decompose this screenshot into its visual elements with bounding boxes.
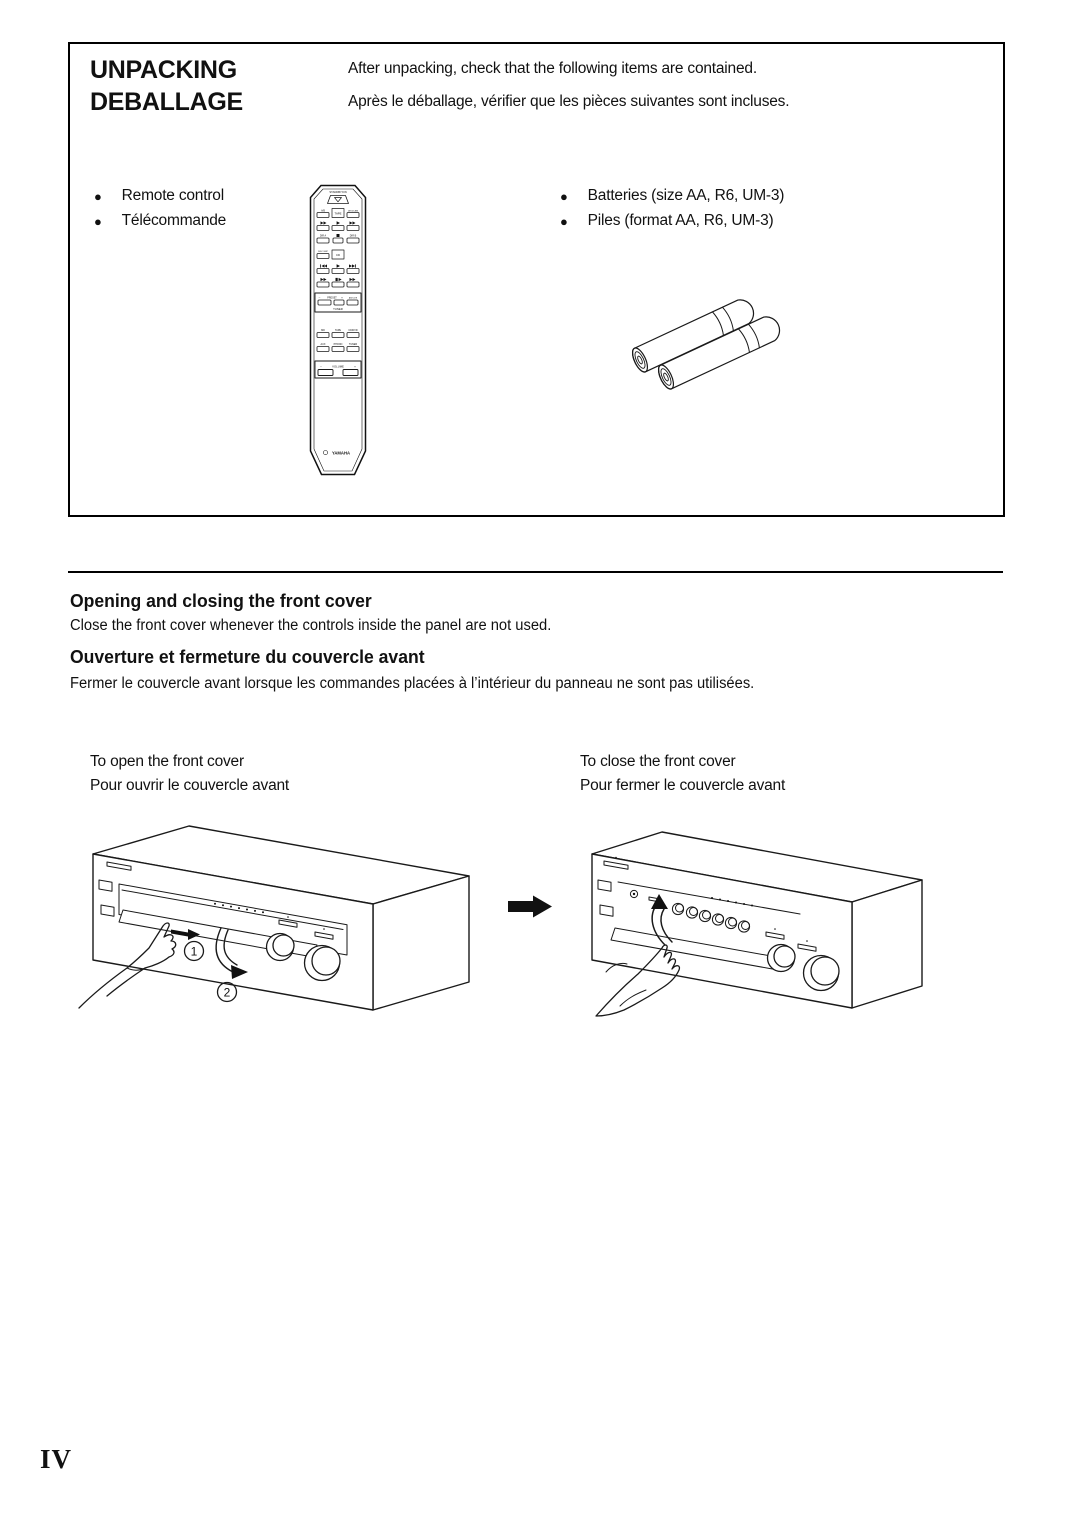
figure-caption-close [580, 750, 785, 798]
stop-icon [337, 234, 340, 237]
tape-src-label: TAPE [334, 329, 342, 332]
volume-plus-label: + [354, 364, 356, 369]
section-heading-fr: Ouverture et fermeture du couvercle avant [70, 646, 425, 667]
cd-dvd-label: CD/DVD [348, 329, 358, 332]
indicator-dot [118, 858, 120, 860]
indicator-dot [806, 940, 808, 942]
caption-close-en: To close the front cover [580, 753, 736, 770]
list-item [560, 187, 784, 205]
intro-text-fr: Après le déballage, vérifier que les pièces suivantes sont incluses. [348, 93, 790, 110]
phono-label: PHONO [333, 343, 343, 346]
caption-close-fr: Pour fermer le couvercle avant [580, 777, 786, 794]
dir-a-label: DIR A [319, 234, 327, 238]
battery-front [656, 313, 784, 391]
horizontal-rule [68, 571, 1003, 573]
bullet-icon: ● [560, 188, 568, 204]
section-body-en: Close the front cover whenever the controls inside the panel are not used. [70, 617, 552, 634]
list-item [94, 187, 224, 205]
preset-minus-label: – [318, 295, 321, 300]
item-label: Télécommande [121, 212, 227, 229]
section-body-fr: Fermer le couvercle avant lorsque les commandes placées à l’intérieur du panneau ne sont pas utilisées. [70, 675, 755, 692]
intro-text-en: After unpacking, check that the following items are contained. [348, 60, 757, 77]
aux-label: AUX [320, 343, 326, 346]
preset-label: PRESET [327, 296, 337, 300]
tuner-src-label: TUNER [348, 343, 358, 346]
bullet-icon: ● [94, 188, 102, 204]
caption-open-fr: Pour ouvrir le couvercle avant [90, 777, 290, 794]
volume-label: VOLUME [332, 364, 344, 369]
item-label: Remote control [121, 187, 224, 204]
tape-label: TAPE [334, 211, 342, 216]
remote-control-illustration [308, 184, 368, 476]
hand-palm-line [620, 990, 646, 1006]
volume-minus-label: – [320, 364, 322, 369]
list-item [94, 212, 226, 230]
item-label: Piles (format AA, R6, UM-3) [587, 212, 774, 229]
section-title-fr: DEBALLAGE [90, 88, 243, 116]
indicator-dot [615, 857, 617, 859]
abcde-label: A/B/C/D/E [348, 297, 358, 300]
item-label: Batteries (size AA, R6, UM-3) [587, 187, 785, 204]
battery-end-cap [656, 363, 677, 391]
step-1-number: 1 [190, 944, 198, 959]
indicator-dot [287, 916, 289, 918]
preset-plus-label: + [341, 295, 343, 300]
bullet-icon: ● [560, 213, 568, 229]
deck-ab-label: DECK A/B [347, 210, 359, 213]
md-label: MD [321, 329, 325, 332]
section-heading-en: Opening and closing the front cover [70, 590, 372, 611]
battery-rear [630, 296, 758, 374]
transition-arrow-icon [508, 896, 552, 918]
disc-skip-label: DISC SKIP [318, 251, 328, 253]
page-number: IV [40, 1444, 73, 1474]
battery-end-cap [630, 346, 651, 374]
indicator-dot [323, 928, 325, 930]
step-2-number: 2 [223, 985, 231, 1000]
tuner-group-label: TUNER [333, 307, 343, 311]
standby-label: STANDBY/ON [329, 191, 347, 194]
section-title-en: UNPACKING [90, 56, 237, 84]
unpacking-box [68, 42, 1005, 517]
indicator-dot [774, 928, 776, 930]
batteries-illustration [608, 274, 818, 409]
list-item [560, 212, 773, 230]
bullet-icon: ● [94, 213, 102, 229]
cd-label: CD [335, 253, 341, 257]
amplifier-close-illustration [500, 810, 925, 1050]
figure-caption-open [90, 750, 289, 798]
caption-open-en: To open the front cover [90, 753, 244, 770]
pause-bar-icon [336, 278, 338, 281]
yamaha-logo: YAMAHA [332, 450, 350, 456]
tape-left-label: A/B [321, 209, 325, 213]
amp-side-face [852, 880, 922, 1008]
dir-b-label: DIR B [349, 234, 357, 238]
amplifier-open-illustration [75, 810, 495, 1040]
